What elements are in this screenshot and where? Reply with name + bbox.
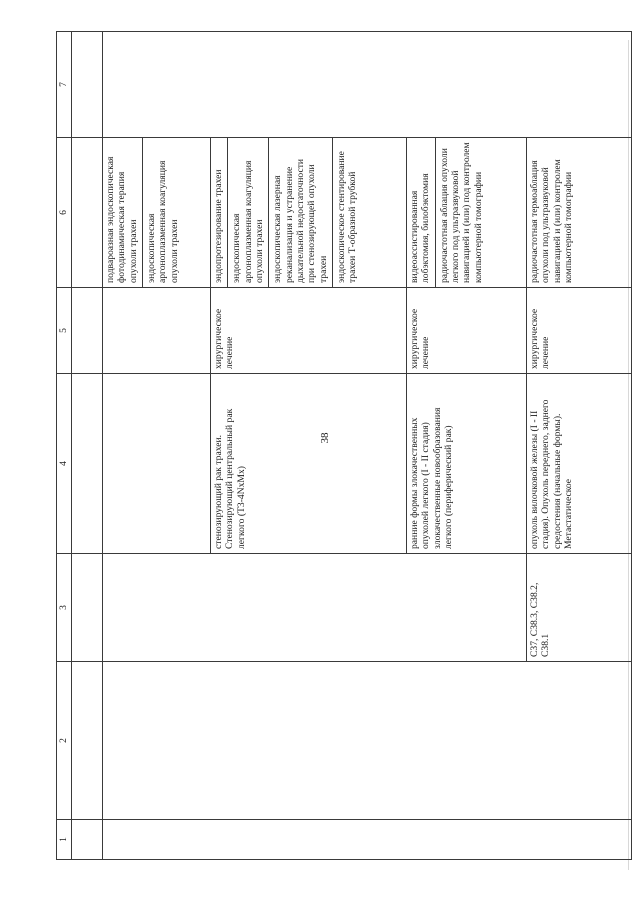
cell-col4: [407, 374, 527, 554]
cell-col3: [103, 554, 527, 662]
cell-col3: C37, C38.3, C38.2, C38.1: [527, 554, 632, 662]
col-header-3: 3: [57, 554, 72, 662]
gap-cell: [72, 374, 103, 554]
method-text: подвароазная эндоскопическая фотодинамическая терапия опухоли трахеи: [105, 156, 139, 283]
page-number: 38: [319, 432, 331, 444]
cell-col7: [103, 32, 632, 138]
table-row: [103, 32, 211, 860]
gap-cell: [72, 32, 103, 138]
header-row: [57, 32, 72, 860]
cell-col4: [527, 374, 632, 554]
cell-col4: [103, 374, 211, 554]
gap-cell: [72, 554, 103, 662]
gap-cell: [72, 662, 103, 820]
cell-col5: хирургическое лечение: [211, 288, 407, 374]
method-text: эндоскопическая аргоноплазменная коагуляция опухоли трахеи: [142, 138, 180, 287]
diagnosis-text: злокачественные новообразования легкого (периферический рак): [431, 407, 454, 549]
method-text: видеоассистированная лобэктомия, билобэктомия: [409, 173, 432, 283]
services-table: [56, 31, 632, 860]
method-text: радиочастотная аблация опухоли легкого под ультразвуковой навигацией и (или) под контролем компьютерной томографии: [435, 138, 484, 287]
method-text: эндоскопическая лазерная реканализация и устранение дыхательной недостаточности при стенозирующей опухоли трахеи: [268, 138, 329, 287]
gap-cell: [72, 138, 103, 288]
method-text: эндоскопическое стентирование трахеи Т-образной трубкой: [332, 138, 359, 287]
header-gap-row: [72, 32, 103, 860]
cell-col5: [103, 288, 211, 374]
col-header-5: 5: [57, 288, 72, 374]
cell-col6: [527, 138, 632, 288]
col-header-1: 1: [57, 820, 72, 860]
diagnosis-text: ранние формы злокачественных опухолей легкого (I - II стадия): [409, 417, 432, 549]
cell-col1: [103, 820, 632, 860]
gap-cell: [72, 820, 103, 860]
cell-col6: [211, 138, 407, 288]
cell-col5: хирургическое лечение: [407, 288, 527, 374]
col-header-6: 6: [57, 138, 72, 288]
cell-col5: хирургическое лечение: [527, 288, 632, 374]
method-text: радиочастотная термоаблация опухоли под ультразвуковой навигацией и (или) контролем компьютерной томографии: [529, 159, 574, 283]
cell-col6: [103, 138, 211, 288]
method-text: эндопротезирование трахеи: [213, 169, 224, 283]
cell-col6: [407, 138, 527, 288]
diagnosis-text: Стенозирующий центральный рак легкого (Т3-4NxMx): [224, 408, 247, 549]
rotated-table-container: [56, 32, 632, 860]
col-header-7: 7: [57, 32, 72, 138]
cell-col2: [103, 662, 632, 820]
col-header-2: 2: [57, 662, 72, 820]
diagnosis-text: стенозирующий рак трахеи.: [213, 434, 224, 549]
gap-cell: [72, 288, 103, 374]
col-header-4: 4: [57, 374, 72, 554]
cell-col4: [211, 374, 407, 554]
method-text: эндоскопическая аргоноплазменная коагуляция опухоли трахеи: [227, 138, 265, 287]
diagnosis-text: опухоль вилочковой железы (I - II стадия). Опухоль переднего, заднего средостения (начальные формы). Метастатическое: [529, 399, 574, 549]
